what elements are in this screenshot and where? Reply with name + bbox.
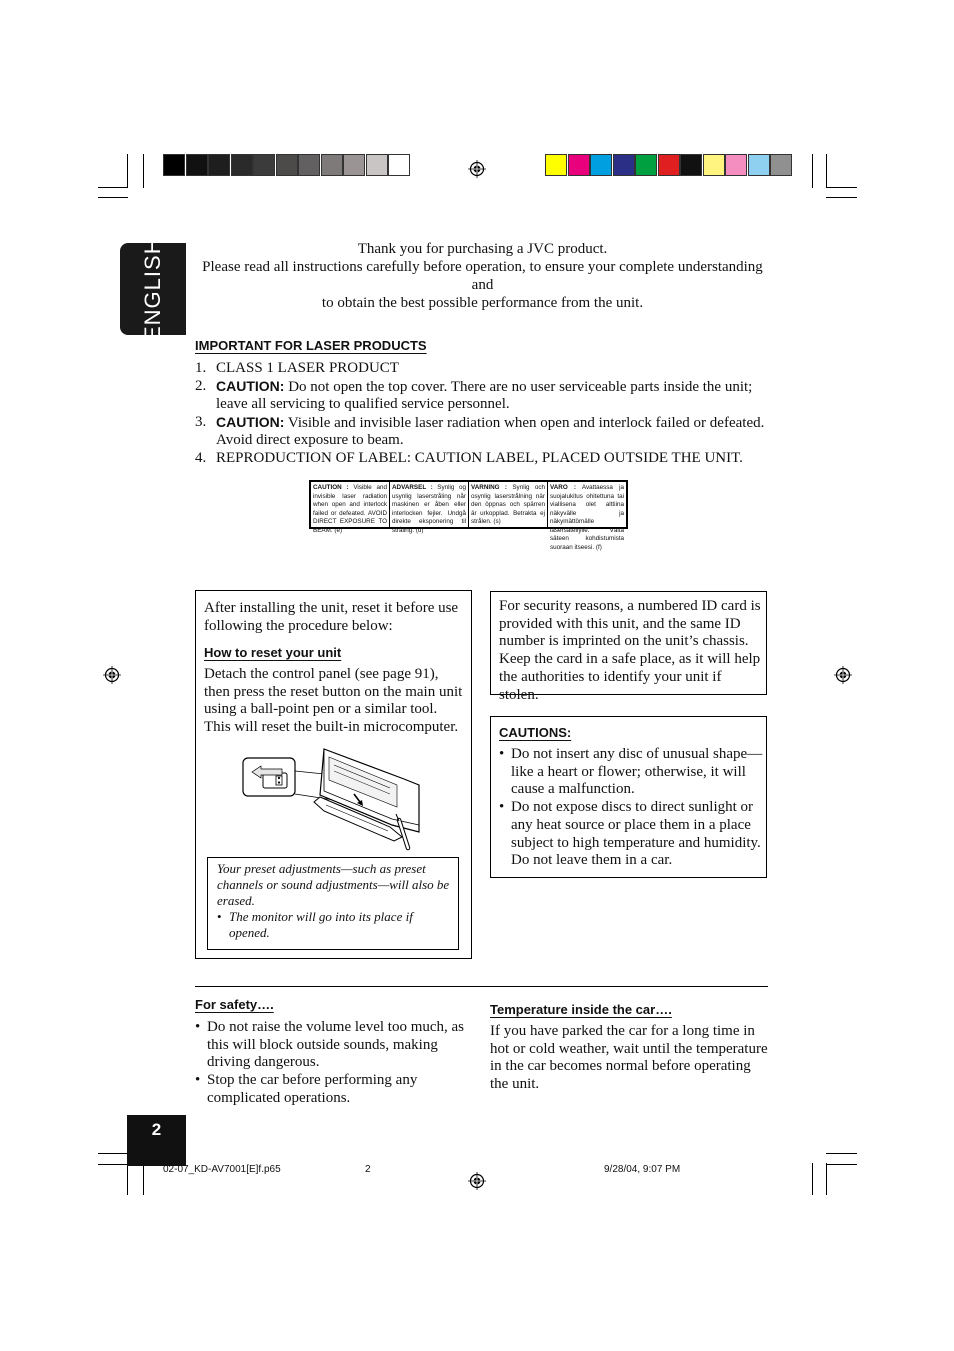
item-text: CLASS 1 LASER PRODUCT (216, 360, 399, 376)
reset-note: Your preset adjustments—such as preset channels or sound adjustments—will also be erased. (217, 861, 450, 908)
temperature-text: If you have parked the car for a long time in hot or cold weather, wait until the temperature in the car becomes normal before operating the unit. (490, 1023, 768, 1093)
color-swatch (635, 154, 657, 176)
reset-body-text: Detach the control panel (see page 91), then press the reset button on the main unit using a ball-point pen or a similar tool. (204, 666, 463, 718)
item-number: 1. (195, 360, 207, 376)
footer-filename: 02-07_KD-AV7001[E]f.p65 (163, 1164, 281, 1175)
reset-note-bullet-text: The monitor will go into its place if opened. (229, 909, 413, 940)
safety-heading: For safety…. (195, 997, 274, 1012)
language-tab-label: ENGLISH (140, 237, 165, 341)
list-item (195, 378, 775, 397)
list-item: • Do not expose discs to direct sunlight or any heat source or place them in a place subject to high temperature and humidity. Do not leave them in a car. (499, 799, 763, 870)
page-number: 2 (151, 1120, 162, 1139)
reset-note-box (207, 857, 459, 950)
list-item-continued (195, 396, 775, 414)
intro-text (190, 240, 775, 312)
caution-item-text: Do not insert any disc of unusual shape—like a heart or flower; otherwise, it will cause a malfunction. (511, 746, 763, 798)
list-item (195, 450, 775, 468)
laser-heading: IMPORTANT FOR LASER PRODUCTS (195, 338, 427, 353)
color-swatch (208, 154, 230, 176)
caution-label-reproduction (309, 480, 628, 551)
color-swatch (343, 154, 365, 176)
caution-label: CAUTION: (216, 377, 285, 394)
registration-mark-icon (468, 160, 486, 178)
color-swatch (253, 154, 275, 176)
item-number: 2. (195, 377, 207, 394)
item-text: Visible and invisible laser radiation when open and interlock failed or defeated. (284, 414, 765, 431)
footer-page: 2 (365, 1164, 371, 1175)
list-item (195, 414, 775, 433)
item-text: leave all servicing to qualified service personnel. (216, 396, 510, 412)
color-swatch (276, 154, 298, 176)
label-column-finnish: VARO : Avattaessa ja suojalukitus ohitettuna tai viallisena olet alttiina näkyvälle ja näkymättömälle lasersäteilylle. Vältä säteen kohdistumista suoraan itseesi. (f) (550, 484, 624, 551)
color-swatch (163, 154, 185, 176)
list-item-continued (195, 432, 775, 450)
reset-body (204, 666, 466, 737)
list-item: • Stop the car before performing any complicated operations. (195, 1072, 465, 1107)
cautions-box (490, 716, 767, 878)
security-box (490, 591, 767, 703)
safety-item-text: Stop the car before performing any complicated operations. (207, 1072, 418, 1106)
list-item: • Do not raise the volume level too much, as this will block outside sounds, making driving dangerous. (195, 1019, 465, 1071)
color-swatch (770, 154, 792, 176)
reset-illustration (242, 745, 422, 855)
security-text: For security reasons, a numbered ID card is provided with this unit, and the same ID number is imprinted on the unit’s chassis. Keep the card in a safe place, as it will help the authorities to identify your unit if stolen. (499, 598, 761, 703)
color-swatch (388, 154, 410, 176)
color-swatch (568, 154, 590, 176)
registration-mark-icon (103, 666, 121, 684)
laser-list (195, 360, 775, 467)
item-number: 3. (195, 413, 207, 430)
caution-label: CAUTION: (216, 413, 285, 430)
color-swatch (658, 154, 680, 176)
reset-heading: How to reset your unit (204, 645, 342, 660)
intro-line: to obtain the best possible performance from the unit. (321, 295, 644, 311)
color-swatch (186, 154, 208, 176)
list-item: • Do not insert any disc of unusual shape—like a heart or flower; otherwise, it will cause a malfunction. (499, 746, 763, 798)
registration-mark-icon (834, 666, 852, 684)
reset-intro: After installing the unit, reset it before use following the procedure below: (204, 600, 459, 634)
label-column-english: CAUTION : Visible and invisible laser radiation when open and interlock failed or defeated. AVOID DIRECT EXPOSURE TO BEAM. (e) (311, 482, 390, 527)
color-swatch (321, 154, 343, 176)
item-text: REPRODUCTION OF LABEL: CAUTION LABEL, PLACED OUTSIDE THE UNIT. (216, 449, 743, 466)
safety-list (195, 1019, 465, 1108)
intro-line: Thank you for purchasing a JVC product. (357, 241, 608, 257)
reset-body-text: This will reset the built-in microcomputer. (204, 719, 459, 736)
item-text: Avoid direct exposure to beam. (216, 432, 404, 448)
color-swatch (725, 154, 747, 176)
label-column-danish: ADVARSEL : Synlig og usynlig laserstråling når maskinen er åben eller interlocken fejler. Undgå direkte eksponering til stråling. (d) (390, 482, 469, 527)
section-divider (195, 986, 768, 987)
list-item (195, 360, 775, 378)
color-swatch (298, 154, 320, 176)
item-number: 4. (195, 449, 207, 466)
color-swatch (613, 154, 635, 176)
color-swatch (590, 154, 612, 176)
caution-item-text: Do not expose discs to direct sunlight or any heat source or place them in a place subject to high temperature and humidity. Do not leave them in a car. (511, 799, 761, 869)
color-swatch (680, 154, 702, 176)
color-swatch (545, 154, 567, 176)
reset-note-bullet: • The monitor will go into its place if opened. (217, 909, 453, 941)
label-column-swedish: VARNING : Synlig och osynlig laserstrålning när den öppnas och spärren är urkopplad. Betrakta ej strålen. (s) (469, 482, 548, 527)
cautions-heading: CAUTIONS: (499, 725, 572, 740)
color-swatch (703, 154, 725, 176)
cautions-list (499, 746, 763, 870)
color-swatch (231, 154, 253, 176)
temperature-heading: Temperature inside the car…. (490, 1002, 672, 1017)
color-swatch (748, 154, 770, 176)
safety-item-text: Do not raise the volume level too much, as this will block outside sounds, making driving dangerous. (207, 1019, 465, 1071)
reset-box (195, 590, 472, 959)
footer-date: 9/28/04, 9:07 PM (604, 1164, 681, 1175)
item-text: Do not open the top cover. There are no user serviceable parts inside the unit; (284, 378, 753, 395)
intro-line: Please read all instructions carefully before operation, to ensure your complete understanding and (202, 259, 763, 293)
registration-mark-icon (468, 1172, 486, 1190)
color-swatch (366, 154, 388, 176)
